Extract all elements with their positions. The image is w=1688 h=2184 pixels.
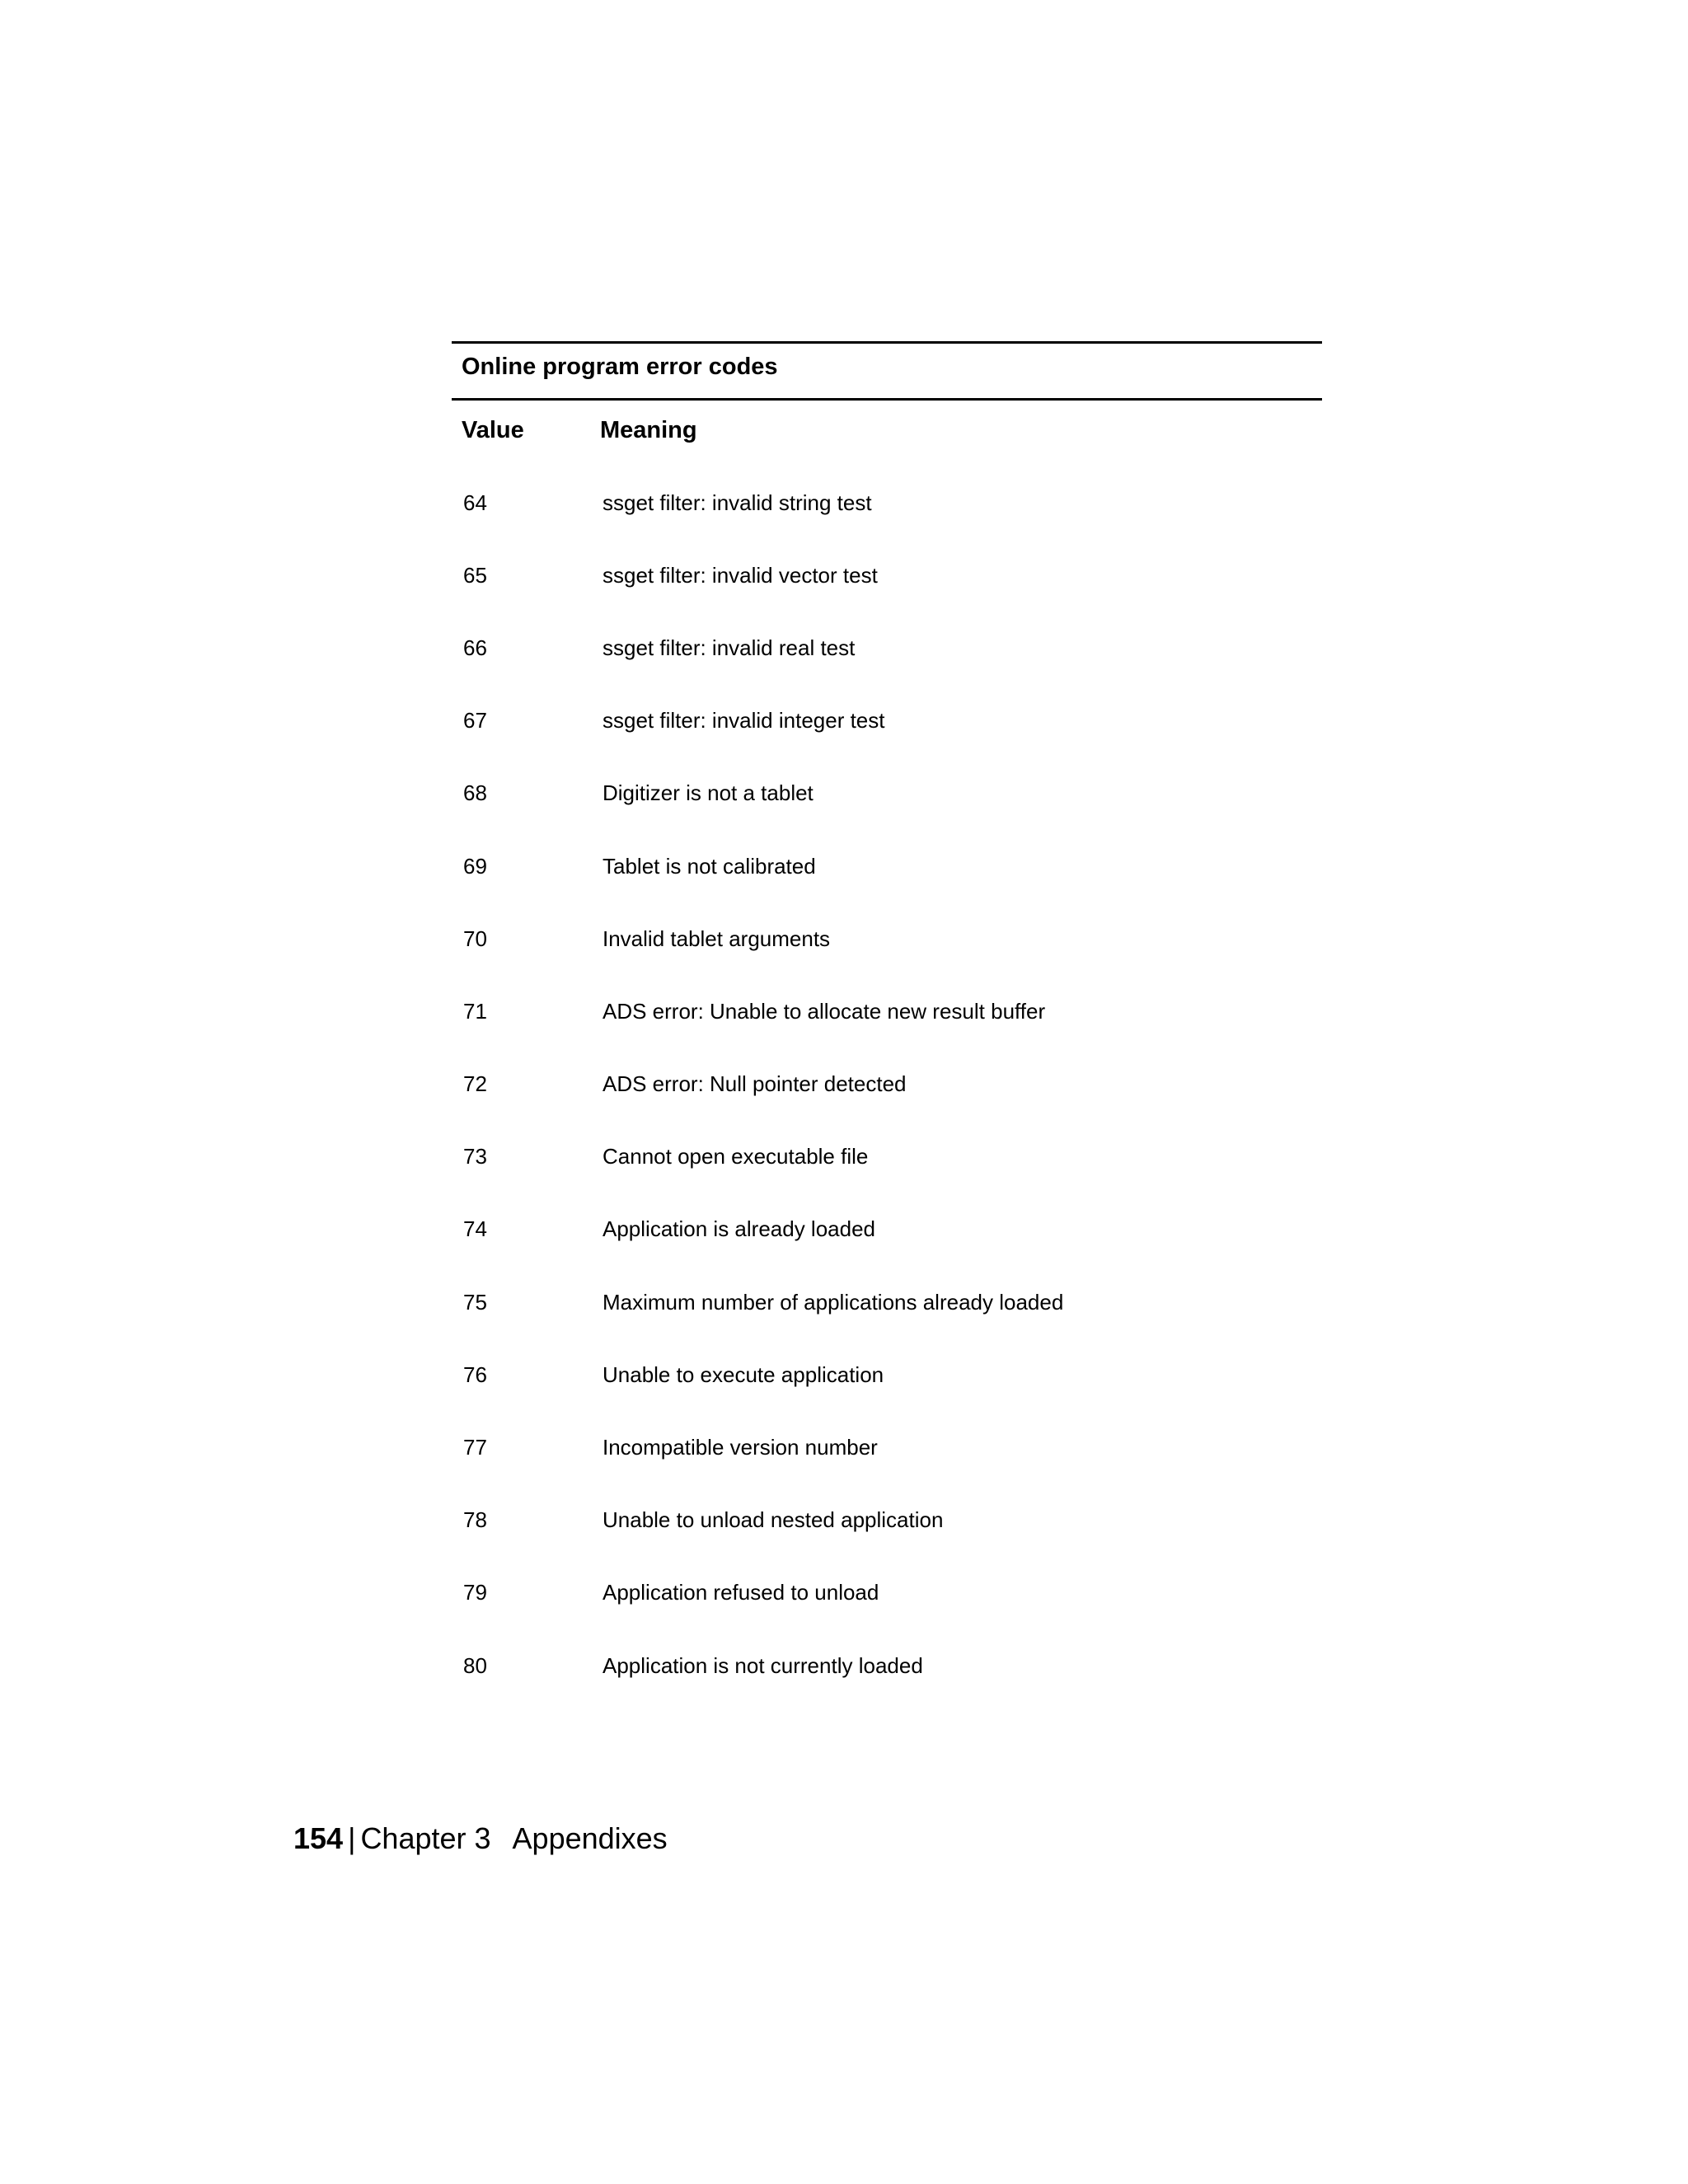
- row-value: 79: [463, 1580, 487, 1605]
- table-row: [452, 612, 1322, 684]
- section-title: Appendixes: [512, 1821, 668, 1855]
- row-meaning: Cannot open executable file: [603, 1144, 869, 1169]
- error-codes-table: [452, 341, 1322, 1702]
- row-meaning: ssget filter: invalid string test: [603, 490, 872, 515]
- table-row: [452, 1557, 1322, 1629]
- row-value: 80: [463, 1652, 487, 1678]
- table-row: [452, 1266, 1322, 1338]
- row-meaning: ADS error: Unable to allocate new result buffer: [603, 998, 1046, 1024]
- row-meaning: Invalid tablet arguments: [603, 926, 831, 951]
- table-row: [452, 685, 1322, 757]
- row-meaning: Application is already loaded: [603, 1216, 875, 1242]
- column-header-meaning: Meaning: [600, 416, 697, 443]
- row-value: 69: [463, 853, 487, 879]
- row-meaning: ADS error: Null pointer detected: [603, 1071, 907, 1097]
- row-value: 70: [463, 926, 487, 951]
- table-header-row: [452, 401, 1322, 460]
- row-meaning: Application refused to unload: [603, 1580, 879, 1605]
- row-meaning: ssget filter: invalid integer test: [603, 708, 885, 733]
- table-row: [452, 466, 1322, 539]
- table-title: Online program error codes: [462, 354, 778, 380]
- row-value: 76: [463, 1361, 487, 1387]
- table-row: [452, 1411, 1322, 1483]
- row-value: 72: [463, 1071, 487, 1097]
- row-meaning: Digitizer is not a tablet: [603, 780, 814, 806]
- table-row: [452, 1048, 1322, 1121]
- row-meaning: ssget filter: invalid real test: [603, 635, 856, 660]
- row-value: 66: [463, 635, 487, 660]
- row-value: 64: [463, 490, 487, 515]
- page-footer: [293, 1821, 668, 1856]
- row-value: 74: [463, 1216, 487, 1242]
- table-row: [452, 830, 1322, 902]
- row-meaning: Tablet is not calibrated: [603, 853, 816, 879]
- row-value: 78: [463, 1507, 487, 1533]
- table-row: [452, 902, 1322, 975]
- table-row: [452, 1121, 1322, 1193]
- row-value: 75: [463, 1289, 487, 1315]
- table-row: [452, 1193, 1322, 1266]
- row-value: 67: [463, 708, 487, 733]
- chapter-label: Chapter 3: [360, 1821, 491, 1855]
- table-row: [452, 757, 1322, 830]
- page-number: 154: [293, 1821, 344, 1855]
- row-meaning: Incompatible version number: [603, 1435, 878, 1460]
- table-row: [452, 1484, 1322, 1557]
- row-value: 68: [463, 780, 487, 806]
- footer-separator: |: [348, 1821, 356, 1855]
- row-value: 73: [463, 1144, 487, 1169]
- row-meaning: Unable to execute application: [603, 1361, 884, 1387]
- row-value: 77: [463, 1435, 487, 1460]
- row-meaning: Application is not currently loaded: [603, 1652, 923, 1678]
- row-meaning: Unable to unload nested application: [603, 1507, 944, 1533]
- table-row: [452, 1338, 1322, 1411]
- table-row: [452, 1629, 1322, 1702]
- row-meaning: ssget filter: invalid vector test: [603, 562, 878, 588]
- table-row: [452, 975, 1322, 1047]
- table-body: [452, 466, 1322, 1702]
- table-row: [452, 539, 1322, 612]
- row-value: 65: [463, 562, 487, 588]
- row-meaning: Maximum number of applications already loaded: [603, 1289, 1064, 1315]
- row-value: 71: [463, 998, 487, 1024]
- column-header-value: Value: [462, 416, 524, 443]
